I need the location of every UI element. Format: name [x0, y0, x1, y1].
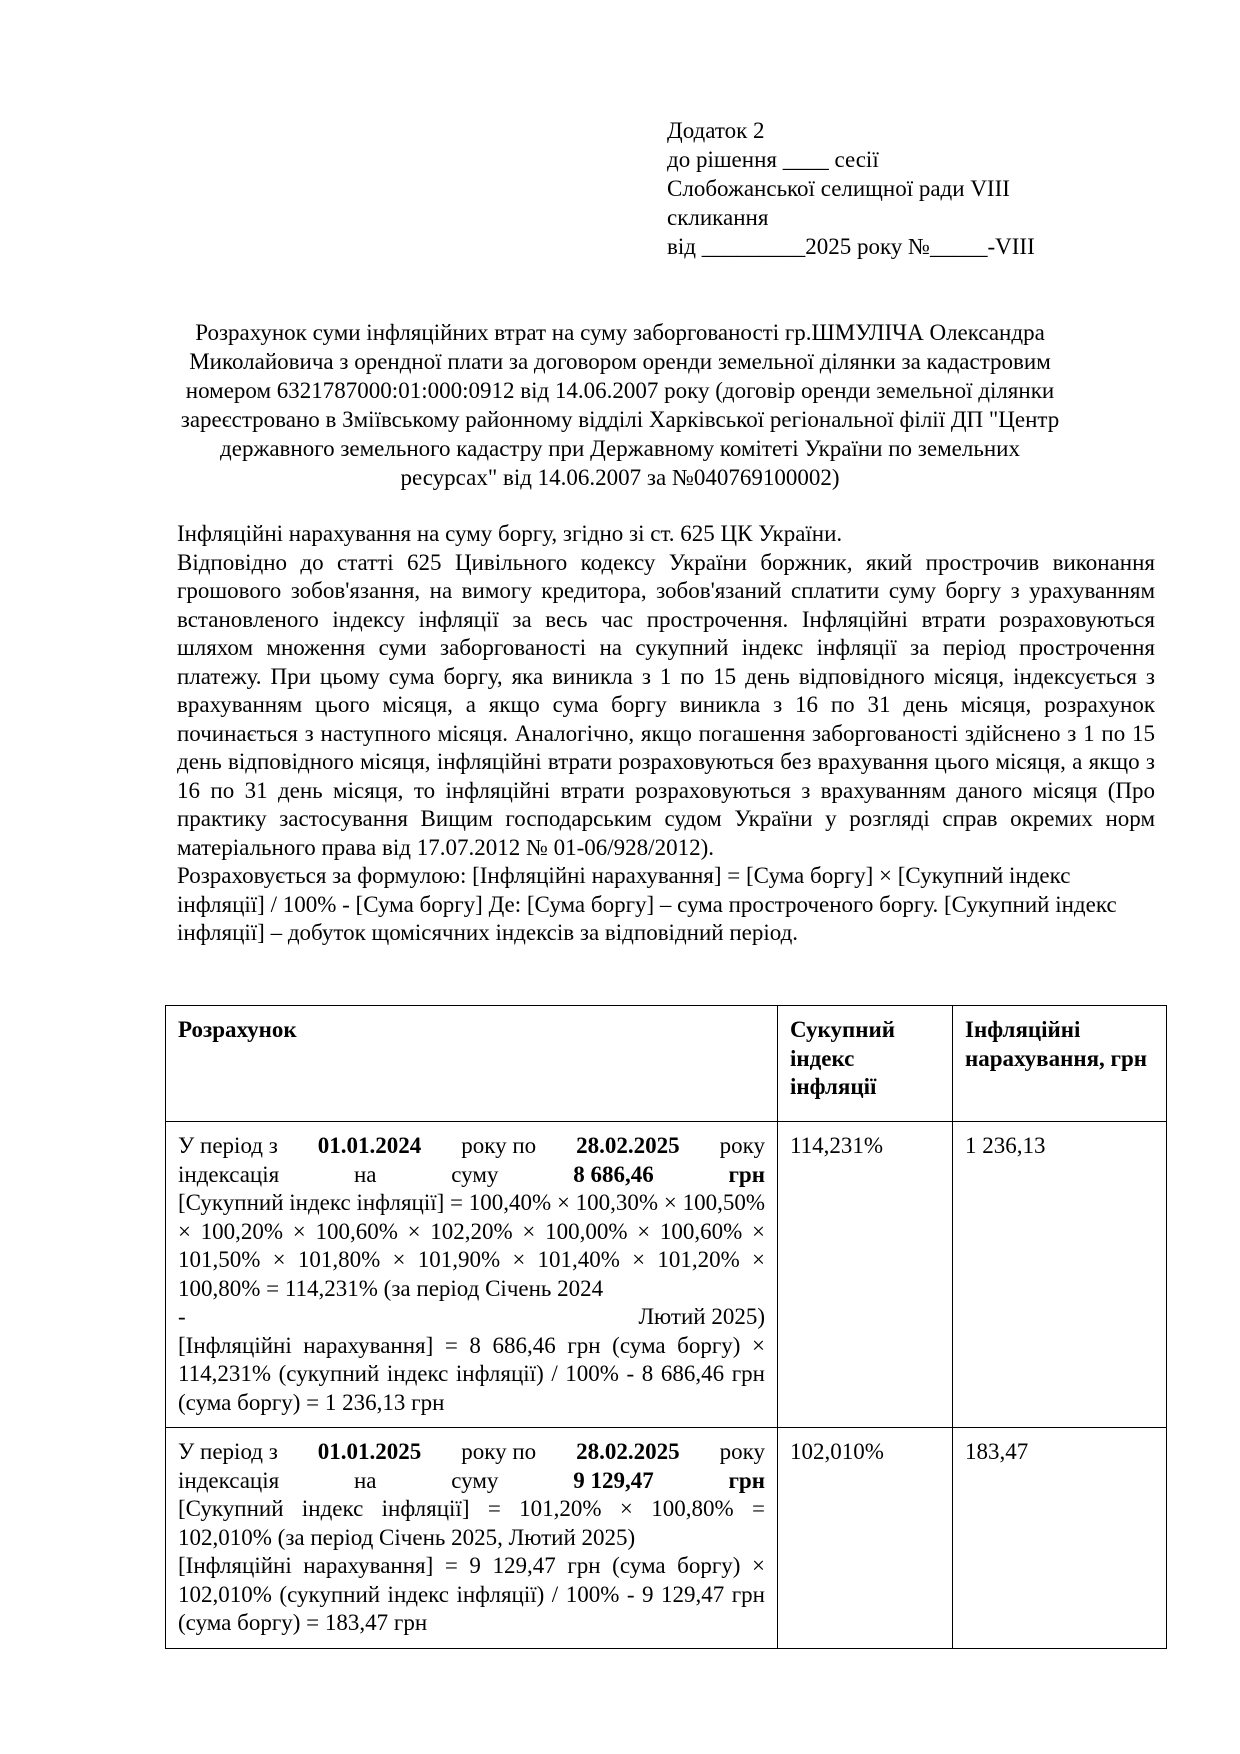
inflation-formula: [Інфляційні нарахування] = 8 686,46 грн (сума боргу) × 114,231% (сукупний індекс інфляції) / 100% - 8 686,46 грн (сума боргу) = 1 236,13 грн: [178, 1332, 765, 1415]
date-to: 28.02.2025: [576, 1439, 680, 1464]
formula-paragraph: Розраховується за формулою: [Інфляційні нарахування] = [Сума боргу] × [Сукупний індекс інфляції] / 100% - [Сума боргу] Де: [Сума боргу] – сума простроченого боргу. [Сукупний індекс інфляції] – добуток щомісячних індексів за відповідний період.: [177, 863, 1117, 945]
annex-line-5: від _________2025 року №_____-VIII: [667, 234, 1035, 259]
intro-paragraph: Інфляційні нарахування на суму боргу, згідно зі ст. 625 ЦК України.: [177, 521, 843, 546]
sum-word: суму: [451, 1161, 499, 1187]
inflation-value: 183,47: [953, 1428, 1167, 1649]
currency: грн: [728, 1467, 765, 1493]
annex-line-3: Слобожанської селищної ради VIII: [667, 176, 1010, 201]
indexation-word: індексація: [178, 1161, 280, 1187]
annex-line-4: скликання: [667, 205, 769, 230]
date-from: 01.01.2024: [317, 1133, 422, 1158]
currency: грн: [728, 1161, 765, 1187]
on-word: на: [353, 1161, 377, 1187]
header-calculation: Розрахунок: [166, 1006, 778, 1122]
title-line-1: Розрахунок суми інфляційних втрат на суму заборгованості гр.ШМУЛІЧА Олександра: [195, 320, 1045, 345]
body-text: [177, 520, 1155, 948]
indexation-word: індексація: [178, 1467, 280, 1493]
header-index: Сукупний індекс інфляції: [778, 1006, 953, 1122]
period-end-line: [178, 1303, 765, 1332]
title-line-5: державного земельного кадастру при Державному комітеті України по земельних: [220, 436, 1020, 461]
date-to: 28.02.2025: [576, 1133, 680, 1158]
amount-line: [178, 1161, 765, 1190]
table-header-row: [166, 1006, 1167, 1122]
sum-word: суму: [451, 1467, 499, 1493]
index-value: 102,010%: [778, 1428, 953, 1649]
annex-line-2: до рішення ____ сесії: [667, 147, 879, 172]
calculation-cell: [166, 1122, 778, 1428]
debt-amount: 8 686,46: [573, 1161, 654, 1187]
period-suffix: року: [719, 1133, 765, 1158]
index-value: 114,231%: [778, 1122, 953, 1428]
on-word: на: [353, 1467, 377, 1493]
debt-amount: 9 129,47: [573, 1467, 654, 1493]
annex-block: [667, 116, 1035, 261]
index-formula: [Сукупний індекс інфляції] = 101,20% × 100,80% = 102,010% (за період Січень 2025, Лютий 2025): [178, 1496, 765, 1550]
header-inflation: Інфляційні нарахування, грн: [953, 1006, 1167, 1122]
period-mid: року по: [461, 1133, 537, 1158]
period-prefix: У період з: [178, 1439, 278, 1464]
title-line-2: Миколайовича з орендної плати за договором оренди земельної ділянки за кадастровим: [189, 349, 1051, 374]
inflation-formula: [Інфляційні нарахування] = 9 129,47 грн (сума боргу) × 102,010% (сукупний індекс інфляції) / 100% - 9 129,47 грн (сума боргу) = 183,47 грн: [178, 1553, 765, 1635]
calculation-cell: [166, 1428, 778, 1649]
table-row: [166, 1122, 1167, 1428]
period-mid: року по: [461, 1439, 537, 1464]
period-end: Лютий 2025): [638, 1304, 765, 1329]
period-line: [178, 1438, 765, 1467]
index-formula: [Сукупний індекс інфляції] = 100,40% × 100,30% × 100,50% × 100,20% × 100,60% × 102,20% × 100,00% × 100,60% × 101,50% × 101,80% × 101,90% × 101,40% × 101,20% × 100,80% = 114,231% (за період Січень 2024: [178, 1190, 765, 1301]
period-line: [178, 1132, 765, 1161]
title-line-6: ресурсах" від 14.06.2007 за №040769100002): [400, 465, 840, 490]
title-line-4: зареєстровано в Зміївському районному відділі Харківської регіональної філії ДП "Центр: [180, 407, 1060, 432]
document-title: [178, 318, 1062, 492]
period-prefix: У період з: [178, 1133, 278, 1158]
law-paragraph: Відповідно до статті 625 Цивільного кодексу України боржник, який прострочив виконання грошового зобов'язання, на вимогу кредитора, зобов'язаний сплатити суму боргу з урахуванням встановленого індексу інфляції за весь час прострочення. Інфляційні втрати розраховуються шляхом множення суми заборгованості на сукупний індекс інфляції за період прострочення платежу. При цьому сума боргу, яка виникла з 1 по 15 день відповідного місяця, індексується з врахуванням цього місяця, а якщо сума боргу виникла з 16 по 31 день місяця, розрахунок починається з наступного місяця. Аналогічно, якщо погашення заборгованості здійснено з 1 по 15 день відповідного місяця, інфляційні втрати розраховуються без врахування цього місяця, а якщо з 16 по 31 день місяця, то інфляційні втрати розраховуються з врахуванням даного місяця (Про практику застосування Вищим господарським судом України у розгляді справ окремих норм матеріального права від 17.07.2012 № 01-06/928/2012).: [177, 549, 1155, 860]
amount-line: [178, 1467, 765, 1496]
dash: -: [178, 1304, 186, 1329]
period-suffix: року: [719, 1439, 765, 1464]
table-row: [166, 1428, 1167, 1649]
date-from: 01.01.2025: [317, 1439, 422, 1464]
title-line-3: номером 6321787000:01:000:0912 від 14.06.2007 року (договір оренди земельної ділянки: [185, 378, 1055, 403]
calculation-table: [165, 1005, 1167, 1649]
inflation-value: 1 236,13: [953, 1122, 1167, 1428]
annex-line-1: Додаток 2: [667, 118, 765, 143]
